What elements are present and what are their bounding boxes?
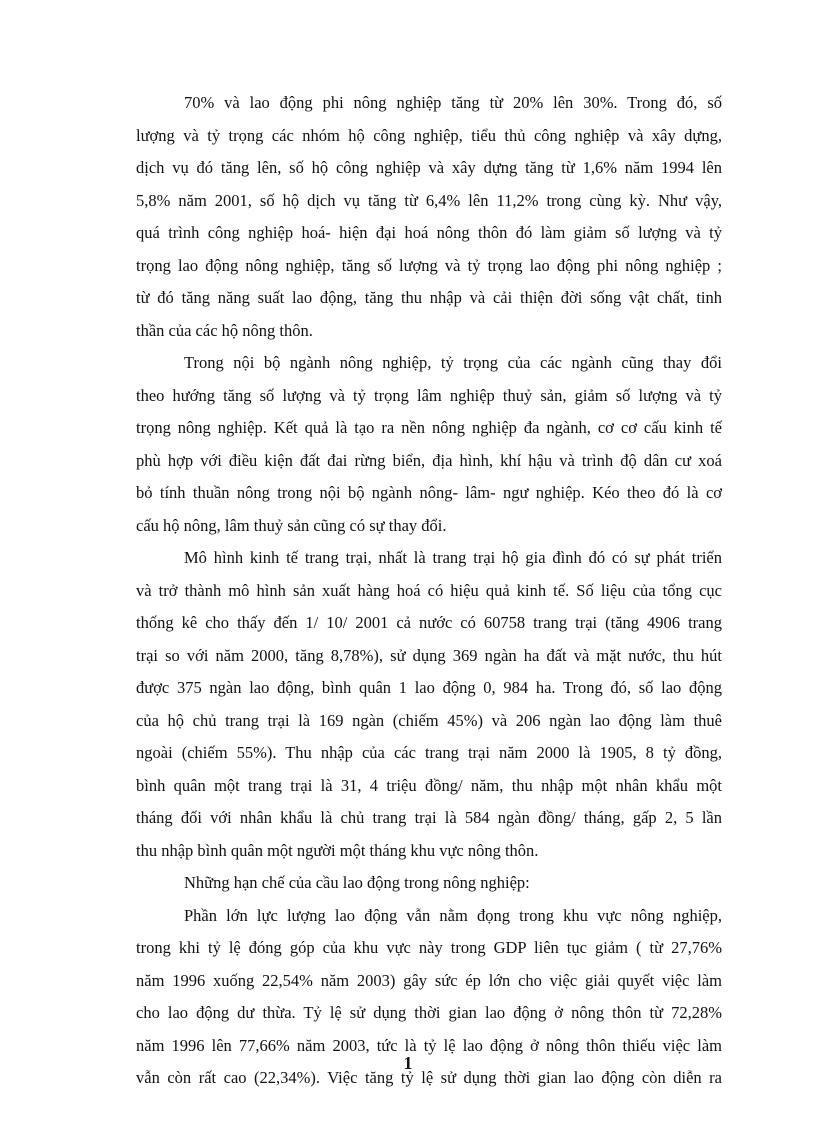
paragraph [136, 347, 722, 542]
text-line: lượng và tỷ trọng các nhóm hộ công nghiệp, tiểu thủ công nghiệp và xây dựng, [136, 125, 722, 145]
text-line: 70% và lao động phi nông nghiệp tăng từ 20% lên 30%. Trong đó, số [184, 93, 722, 112]
paragraph [136, 87, 722, 347]
text-line: trại so với năm 2000, tăng 8,78%), sử dụng 369 ngàn ha đất và mặt nước, thu hút [136, 645, 722, 665]
paragraph [136, 542, 722, 867]
text-line: Trong nội bộ ngành nông nghiệp, tỷ trọng của các ngành cũng thay đổi [184, 353, 722, 372]
text-line: trọng lao động nông nghiệp, tăng số lượng và tỷ trọng lao động phi nông nghiệp ; [136, 255, 722, 275]
text-line: tháng đối với nhân khẩu là chủ trang trại là 584 ngàn đồng/ tháng, gấp 2, 5 lần [136, 808, 722, 827]
page-number: 1 [403, 1053, 413, 1073]
text-line: cấu hộ nông, lâm thuỷ sản cũng có sự thay đổi. [136, 515, 447, 535]
paragraph [136, 867, 722, 900]
text-line: bỏ tính thuần nông trong nội bộ ngành nông- lâm- ngư nghiệp. Kéo theo đó là cơ [136, 483, 722, 502]
text-line: bình quân một trang trại là 31, 4 triệu đồng/ năm, thu nhập một nhân khẩu một [136, 775, 722, 795]
text-line: Mô hình kinh tế trang trại, nhất là trang trại hộ gia đình đó có sự phát triển [184, 548, 722, 567]
text-line: trọng nông nghiệp. Kết quả là tạo ra nền nông nghiệp đa ngành, cơ cơ cấu kinh tế [136, 418, 722, 437]
text-line: quá trình công nghiệp hoá- hiện đại hoá nông thôn đó làm giảm số lượng và tỷ [136, 223, 722, 242]
text-line: trong khi tỷ lệ đóng góp của khu vực này trong GDP liên tục giảm ( từ 27,76% [136, 938, 722, 957]
body-text [136, 87, 722, 1095]
text-line: được 375 ngàn lao động, bình quân 1 lao động 0, 984 ha. Trong đó, số lao động [136, 678, 722, 697]
text-line: thần của các hộ nông thôn. [136, 320, 313, 340]
text-line: cho lao động dư thừa. Tỷ lệ sử dụng thời gian lao động ở nông thôn từ 72,28% [136, 1003, 722, 1022]
text-line: vẫn còn rất cao (22,34%). Việc tăng tỷ lệ sử dụng thời gian lao động còn diễn ra [136, 1068, 722, 1087]
text-line: dịch vụ đó tăng lên, số hộ công nghiệp và xây dựng tăng từ 1,6% năm 1994 lên [136, 158, 722, 177]
text-line: năm 1996 xuống 22,54% năm 2003) gây sức ép lớn cho việc giải quyết việc làm [136, 970, 722, 990]
text-line: từ đó tăng năng suất lao động, tăng thu nhập và cải thiện đời sống vật chất, tinh [136, 288, 722, 307]
text-line: Những hạn chế của cầu lao động trong nông nghiệp: [184, 873, 530, 892]
text-line: ngoài (chiếm 55%). Thu nhập của các trang trại năm 2000 là 1905, 8 tỷ đồng, [136, 743, 722, 762]
text-line: 5,8% năm 2001, số hộ dịch vụ tăng từ 6,4% lên 11,2% trong cùng kỳ. Như vậy, [136, 190, 722, 210]
text-line: phù hợp với điều kiện đất đai rừng biển, địa hình, khí hậu và trình độ dân cư xoá [136, 450, 722, 470]
text-line: thu nhập bình quân một người một tháng khu vực nông thôn. [136, 840, 539, 860]
text-line: năm 1996 lên 77,66% năm 2003, tức là tỷ lệ lao động ở nông thôn thiếu việc làm [136, 1035, 722, 1055]
text-line: của hộ chủ trang trại là 169 ngàn (chiếm 45%) và 206 ngàn lao động làm thuê [136, 710, 722, 730]
text-line: và trở thành mô hình sản xuất hàng hoá có hiệu quả kinh tế. Số liệu của tổng cục [136, 580, 722, 600]
text-line: theo hướng tăng số lượng và tỷ trọng lâm nghiệp thuỷ sản, giảm số lượng và tỷ [136, 385, 722, 405]
text-line: thống kê cho thấy đến 1/ 10/ 2001 cả nước có 60758 trang trại (tăng 4906 trang [136, 613, 722, 632]
text-line: Phần lớn lực lượng lao động vẫn nằm đọng trong khu vực nông nghiệp, [184, 905, 722, 925]
